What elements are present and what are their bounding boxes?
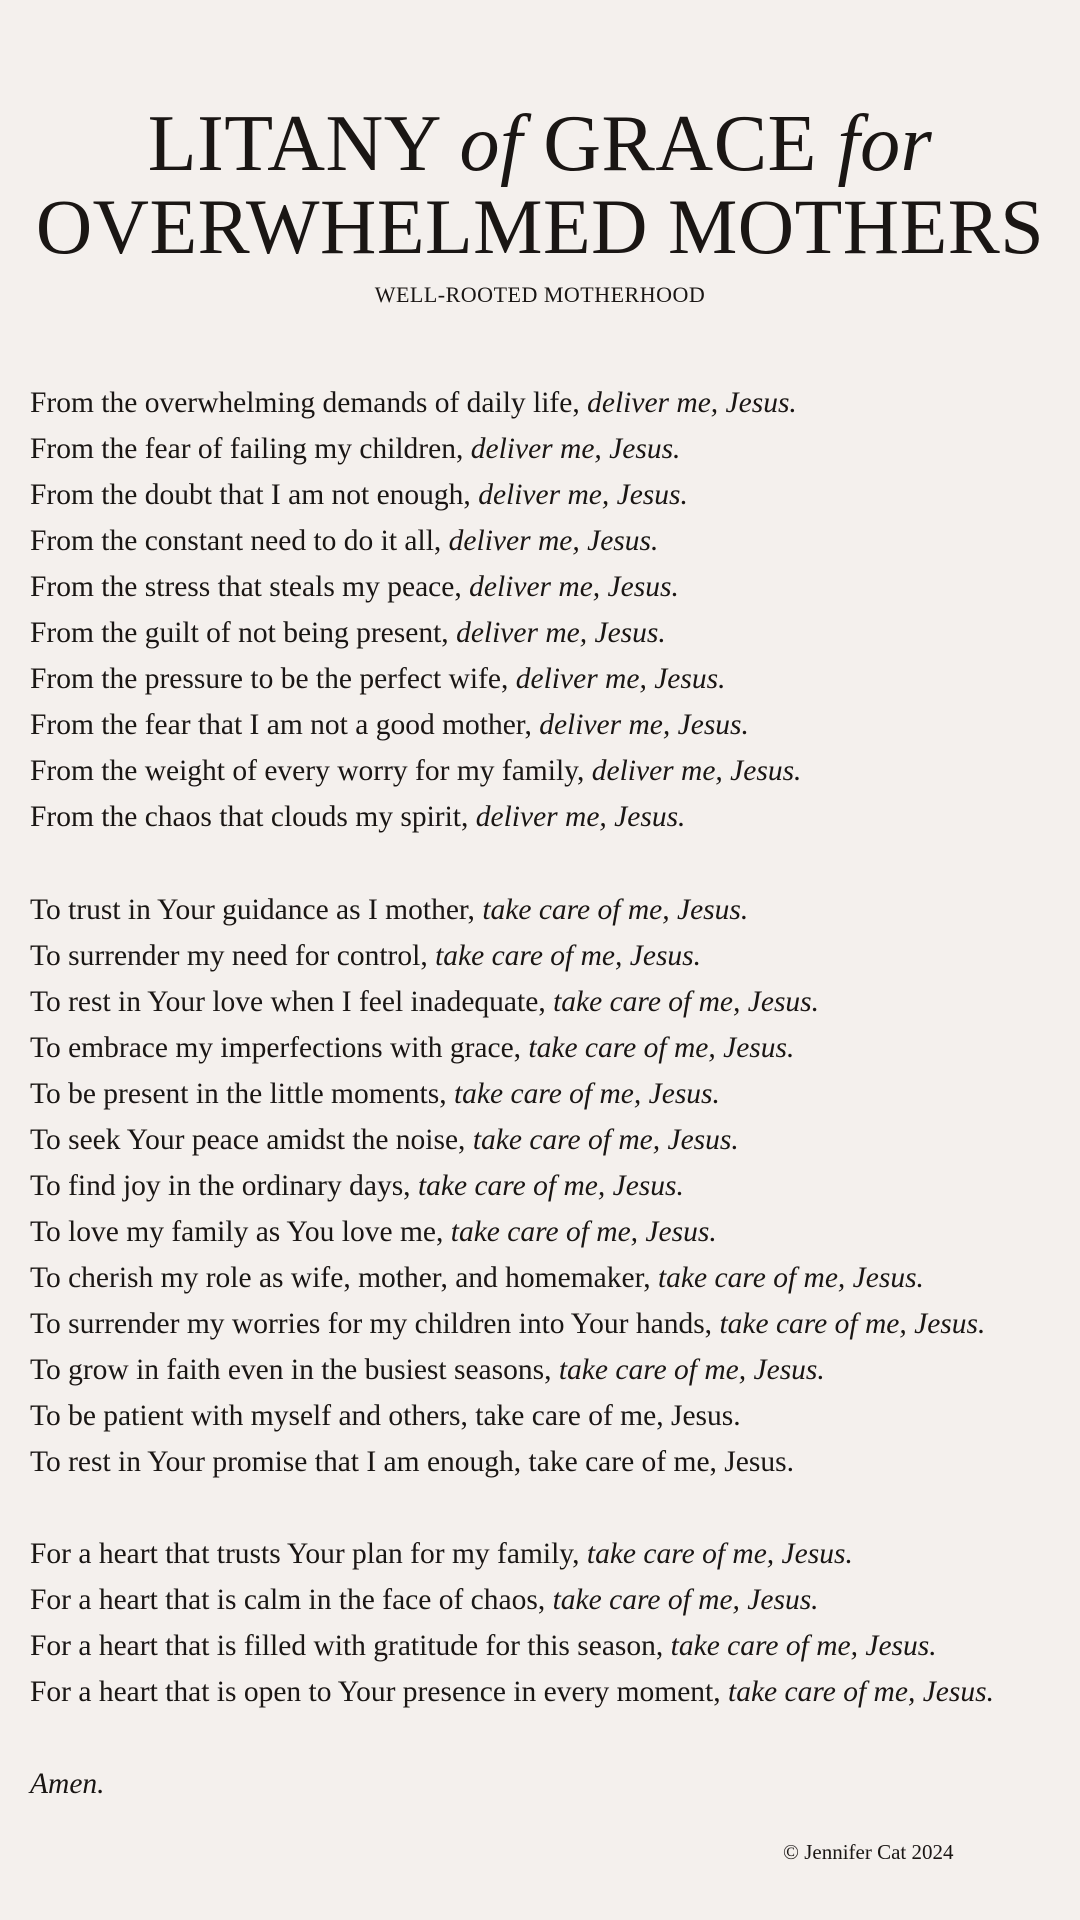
subtitle: WELL-ROOTED MOTHERHOOD bbox=[374, 282, 706, 307]
response-text: take care of me, Jesus. bbox=[453, 1078, 720, 1110]
petition-text: To be patient with myself and others, take care of me, Jesus. bbox=[30, 1400, 741, 1432]
response-text: deliver me, Jesus. bbox=[469, 571, 679, 603]
response-text: take care of me, Jesus. bbox=[450, 1216, 717, 1248]
litany-line bbox=[30, 472, 1070, 518]
petition-text: From the weight of every worry for my family, bbox=[30, 755, 592, 787]
litany-line bbox=[30, 1255, 1070, 1301]
petition-text: From the constant need to do it all, bbox=[30, 525, 449, 557]
litany-line bbox=[30, 564, 1070, 610]
response-text: deliver me, Jesus. bbox=[448, 525, 659, 557]
response-text: deliver me, Jesus. bbox=[587, 387, 797, 419]
litany-line bbox=[30, 1025, 1070, 1071]
petition-text: From the chaos that clouds my spirit, bbox=[30, 801, 476, 833]
response-text: deliver me, Jesus. bbox=[515, 663, 726, 695]
response-text: deliver me, Jesus. bbox=[470, 433, 681, 465]
response-text: take care of me, Jesus. bbox=[528, 1032, 795, 1064]
litany-line bbox=[30, 1577, 1070, 1623]
title-word-grace: GRACE bbox=[522, 100, 838, 188]
response-text: take care of me, Jesus. bbox=[719, 1308, 986, 1340]
petition-text: To seek Your peace amidst the noise, bbox=[30, 1124, 473, 1156]
response-text: deliver me, Jesus. bbox=[539, 709, 749, 741]
stanza-heart bbox=[30, 1531, 1070, 1715]
title-line-2: OVERWHELMED MOTHERS bbox=[35, 183, 1045, 270]
petition-text: To cherish my role as wife, mother, and homemaker, bbox=[30, 1262, 658, 1294]
response-text: take care of me, Jesus. bbox=[558, 1354, 825, 1386]
litany-line bbox=[30, 702, 1070, 748]
response-text: take care of me, Jesus. bbox=[435, 940, 702, 972]
title-word-of: of bbox=[459, 100, 523, 188]
petition-text: To grow in faith even in the busiest seasons, bbox=[30, 1354, 559, 1386]
response-text: take care of me, Jesus. bbox=[670, 1630, 937, 1662]
litany-line bbox=[30, 1301, 1070, 1347]
litany-line bbox=[30, 656, 1070, 702]
stanza-deliver bbox=[30, 380, 1070, 840]
petition-text: To surrender my need for control, bbox=[30, 940, 436, 972]
litany-line bbox=[30, 426, 1070, 472]
response-text: deliver me, Jesus. bbox=[591, 755, 802, 787]
response-text: take care of me, Jesus. bbox=[657, 1262, 924, 1294]
petition-text: From the overwhelming demands of daily life, bbox=[30, 387, 588, 419]
response-text: take care of me, Jesus. bbox=[482, 894, 749, 926]
title-line-1 bbox=[0, 100, 1080, 188]
litany-line bbox=[30, 887, 1070, 933]
litany-line bbox=[30, 1117, 1070, 1163]
petition-text: For a heart that is filled with gratitude for this season, bbox=[30, 1630, 671, 1662]
petition-text: For a heart that is calm in the face of chaos, bbox=[30, 1584, 553, 1616]
stanza-take-care bbox=[30, 887, 1070, 1485]
litany-line bbox=[30, 1531, 1070, 1577]
litany-line bbox=[30, 1071, 1070, 1117]
petition-text: For a heart that is open to Your presence in every moment, bbox=[30, 1676, 729, 1708]
litany-line bbox=[30, 979, 1070, 1025]
response-text: take care of me, Jesus. bbox=[472, 1124, 739, 1156]
petition-text: To rest in Your love when I feel inadequate, bbox=[30, 986, 554, 1018]
title-word-litany: LITANY bbox=[147, 100, 460, 188]
petition-text: From the fear that I am not a good mother, bbox=[30, 709, 540, 741]
litany-line bbox=[30, 610, 1070, 656]
litany-line bbox=[30, 1209, 1070, 1255]
response-text: deliver me, Jesus. bbox=[456, 617, 666, 649]
response-text: take care of me, Jesus. bbox=[586, 1538, 853, 1570]
petition-text: From the guilt of not being present, bbox=[30, 617, 457, 649]
response-text: take care of me, Jesus. bbox=[552, 1584, 819, 1616]
litany-line bbox=[30, 380, 1070, 426]
response-text: deliver me, Jesus. bbox=[475, 801, 686, 833]
litany-line bbox=[30, 1393, 1070, 1439]
response-text: take care of me, Jesus. bbox=[728, 1676, 994, 1708]
litany-line bbox=[30, 748, 1070, 794]
litany-line bbox=[30, 1439, 1070, 1485]
litany-line bbox=[30, 1347, 1070, 1393]
litany-line bbox=[30, 1163, 1070, 1209]
petition-text: To be present in the little moments, bbox=[30, 1078, 454, 1110]
response-text: take care of me, Jesus. bbox=[553, 986, 820, 1018]
petition-text: To trust in Your guidance as I mother, bbox=[30, 894, 483, 926]
litany-line bbox=[30, 1623, 1070, 1669]
petition-text: To love my family as You love me, bbox=[30, 1216, 451, 1248]
title-word-for: for bbox=[837, 100, 933, 188]
response-text: deliver me, Jesus. bbox=[478, 479, 688, 511]
petition-text: From the fear of failing my children, bbox=[30, 433, 471, 465]
amen: Amen. bbox=[30, 1768, 105, 1800]
copyright: © Jennifer Cat 2024 bbox=[783, 1840, 954, 1864]
petition-text: To rest in Your promise that I am enough, take care of me, Jesus. bbox=[30, 1446, 794, 1478]
litany-line bbox=[30, 794, 1070, 840]
petition-text: To surrender my worries for my children into Your hands, bbox=[30, 1308, 720, 1340]
petition-text: From the stress that steals my peace, bbox=[30, 571, 470, 603]
litany-line bbox=[30, 1669, 1070, 1715]
litany-line bbox=[30, 518, 1070, 564]
petition-text: For a heart that trusts Your plan for my family, bbox=[30, 1538, 587, 1570]
petition-text: From the pressure to be the perfect wife, bbox=[30, 663, 516, 695]
petition-text: To embrace my imperfections with grace, bbox=[30, 1032, 529, 1064]
litany-line bbox=[30, 933, 1070, 979]
response-text: take care of me, Jesus. bbox=[417, 1170, 684, 1202]
petition-text: From the doubt that I am not enough, bbox=[30, 479, 479, 511]
petition-text: To find joy in the ordinary days, bbox=[30, 1170, 418, 1202]
